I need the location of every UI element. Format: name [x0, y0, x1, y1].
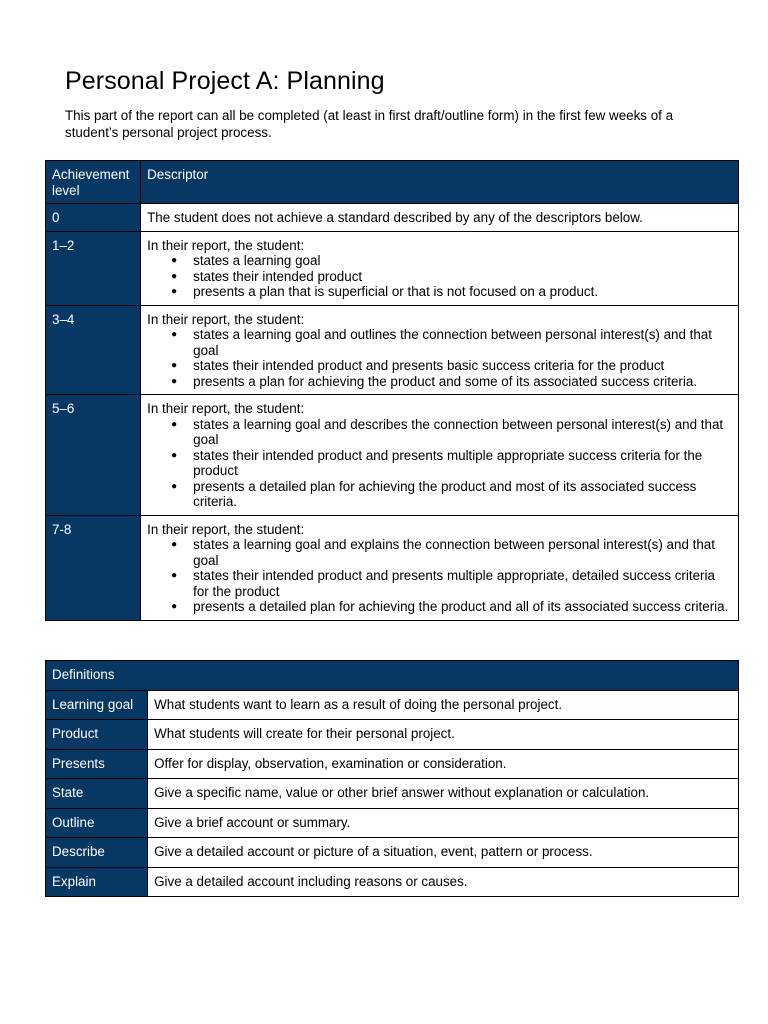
achievement-rubric-table [45, 160, 739, 621]
definition-text: What students want to learn as a result of doing the personal project. [148, 690, 739, 720]
achievement-level-cell: 7-8 [46, 515, 141, 620]
definition-row [46, 779, 739, 809]
definition-term: Presents [46, 749, 148, 779]
descriptor-cell [141, 305, 739, 395]
definition-text: Give a brief account or summary. [148, 808, 739, 838]
descriptor-bullet-list [147, 537, 732, 615]
definitions-table [45, 660, 739, 897]
definition-row [46, 808, 739, 838]
descriptor-bullet: ● states their intended product and presents basic success criteria for the product [193, 358, 732, 374]
descriptor-cell [141, 231, 739, 305]
definition-term: Learning goal [46, 690, 148, 720]
descriptor-cell [141, 515, 739, 620]
descriptor-bullet-list [147, 417, 732, 510]
achievement-level-cell: 5–6 [46, 395, 141, 516]
descriptor-lead: In their report, the student: [147, 401, 305, 416]
descriptor-bullet: ● states their intended product and presents multiple appropriate success criteria for the product [193, 448, 732, 479]
definition-text: Give a detailed account including reasons or causes. [148, 867, 739, 897]
achievement-level-cell: 3–4 [46, 305, 141, 395]
descriptor-bullet: ● states a learning goal and explains the connection between personal interest(s) and that goal [193, 537, 732, 568]
definition-term: Product [46, 720, 148, 750]
rubric-header-descriptor: Descriptor [141, 161, 739, 204]
definition-term: Describe [46, 838, 148, 868]
rubric-body [46, 204, 739, 621]
descriptor-lead: In their report, the student: [147, 311, 305, 327]
definition-row [46, 749, 739, 779]
achievement-level-cell: 0 [46, 204, 141, 232]
intro-paragraph: This part of the report can all be completed (at least in first draft/outline form) in the first few weeks of a student’s personal project process. [65, 108, 674, 140]
definition-row [46, 690, 739, 720]
definition-row [46, 838, 739, 868]
descriptor-lead: The student does not achieve a standard described by any of the descriptors below. [147, 210, 643, 225]
definition-term: Outline [46, 808, 148, 838]
definitions-header: Definitions [46, 661, 739, 691]
descriptor-bullet: ● states a learning goal [193, 253, 732, 269]
descriptor-bullet: ● states a learning goal and describes the connection between personal interest(s) and that goal [193, 417, 732, 448]
definition-text: Give a specific name, value or other brief answer without explanation or calculation. [148, 779, 739, 809]
descriptor-bullet: ● presents a plan that is superficial or that is not focused on a product. [193, 284, 732, 300]
definition-term: State [46, 779, 148, 809]
descriptor-bullet: ● presents a plan for achieving the product and some of its associated success criteria. [193, 374, 732, 390]
descriptor-bullet: ● presents a detailed plan for achieving the product and most of its associated success criteria. [193, 479, 732, 510]
rubric-header-row [46, 161, 739, 204]
rubric-row [46, 204, 739, 232]
rubric-row [46, 515, 739, 620]
descriptor-bullet: ● states their intended product and presents multiple appropriate, detailed success criteria for the product [193, 568, 732, 599]
definition-row [46, 720, 739, 750]
descriptor-bullet: ● presents a detailed plan for achieving the product and all of its associated success criteria. [193, 599, 732, 615]
definition-row [46, 867, 739, 897]
descriptor-cell [141, 204, 739, 232]
definition-text: What students will create for their personal project. [148, 720, 739, 750]
descriptor-lead: In their report, the student: [147, 521, 305, 537]
definition-text: Offer for display, observation, examination or consideration. [148, 749, 739, 779]
descriptor-bullet-list [147, 253, 732, 300]
descriptor-bullet: ● states a learning goal and outlines the connection between personal interest(s) and that goal [193, 327, 732, 358]
rubric-row [46, 231, 739, 305]
definitions-body [46, 690, 739, 897]
definition-text: Give a detailed account or picture of a situation, event, pattern or process. [148, 838, 739, 868]
rubric-row [46, 395, 739, 516]
descriptor-bullet-list [147, 327, 732, 389]
definition-term: Explain [46, 867, 148, 897]
descriptor-cell [141, 395, 739, 516]
achievement-level-cell: 1–2 [46, 231, 141, 305]
rubric-row [46, 305, 739, 395]
descriptor-lead: In their report, the student: [147, 237, 305, 253]
definitions-header-row [46, 661, 739, 691]
page-title: Personal Project A: Planning [65, 67, 385, 95]
rubric-header-level: Achievement level [46, 161, 141, 204]
descriptor-bullet: ● states their intended product [193, 269, 732, 285]
